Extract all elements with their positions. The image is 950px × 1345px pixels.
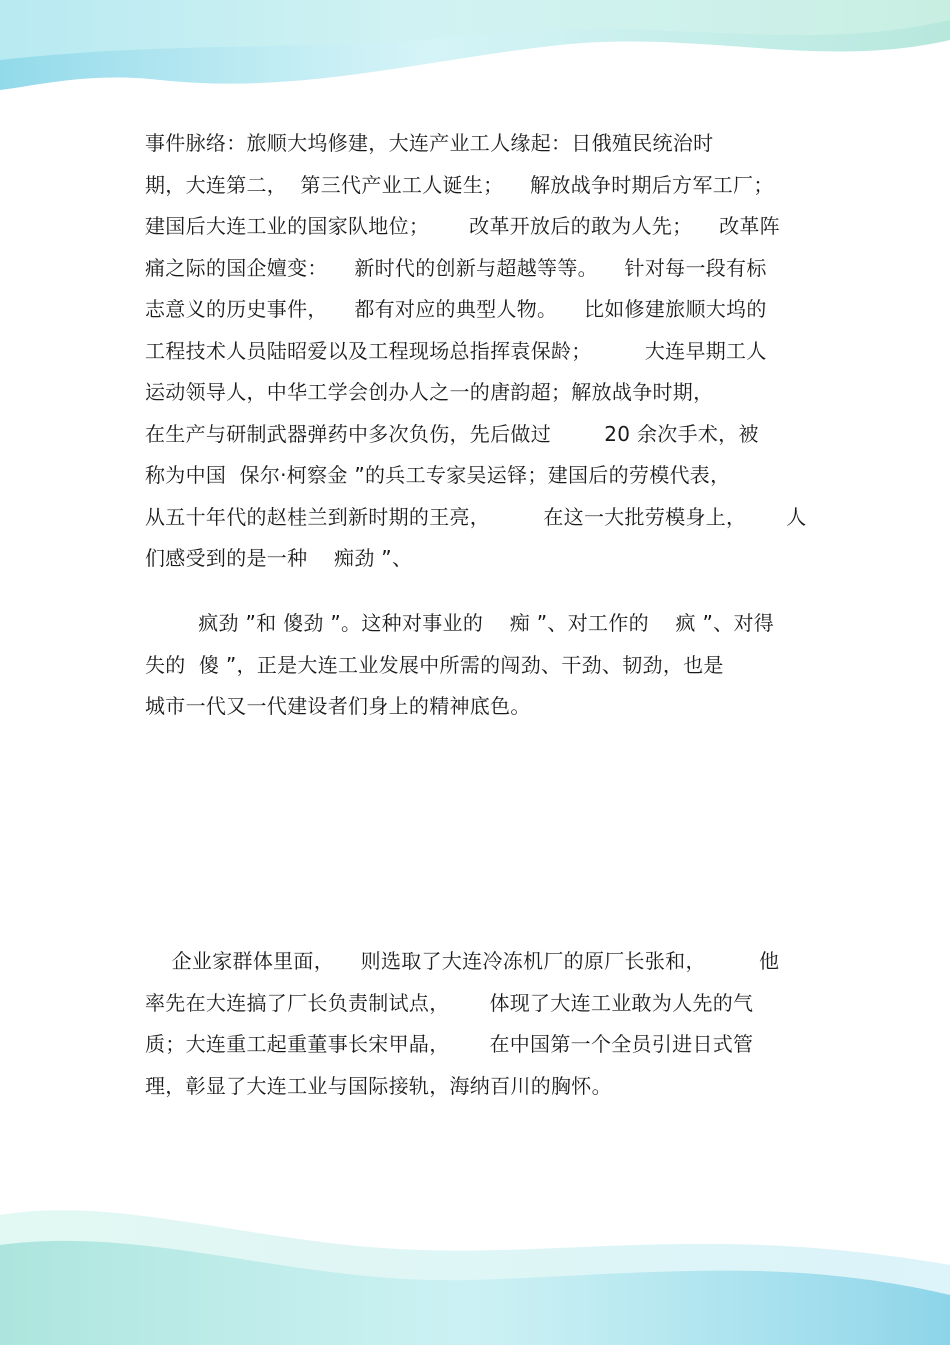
text-line: 痛之际的国企嬗变： 新时代的创新与超越等等。 针对每一段有标 [145,256,767,280]
text-line: 期，大连第二， 第三代产业工人诞生； 解放战争时期后方军工厂； [145,173,774,197]
text-line: 在生产与研制武器弹药中多次负伤，先后做过 20 余次手术，被 [145,422,759,446]
text-line: 失的 傻 ”，正是大连工业发展中所需的闯劲、干劲、韧劲，也是 [145,653,724,677]
text-line: 建国后大连工业的国家队地位； 改革开放后的敢为人先； 改革阵 [145,214,780,238]
text-line: 工程技术人员陆昭爱以及工程现场总指挥袁保龄； 大连早期工人 [145,339,767,363]
text-line: 城市一代又一代建设者们身上的精神底色。 [145,694,531,718]
text-line: 企业家群体里面， 则选取了大连冷冻机厂的原厂长张和， 他 [145,949,780,973]
top-wave-decoration [0,0,950,110]
text-line: 率先在大连搞了厂长负责制试点， 体现了大连工业敢为人先的气 [145,991,754,1015]
text-line: 们感受到的是一种 痴劲 ”、 [145,546,413,570]
text-line: 质；大连重工起重董事长宋甲晶， 在中国第一个全员引进日式管 [145,1032,754,1056]
text-line: 疯劲 ”和 傻劲 ”。这种对事业的 痴 ”、对工作的 疯 ”、对得 [145,611,775,635]
bottom-wave-decoration [0,1175,950,1345]
text-line: 从五十年代的赵桂兰到新时期的王亮， 在这一大批劳模身上， 人 [145,505,807,529]
text-line: 理，彰显了大连工业与国际接轨，海纳百川的胸怀。 [145,1074,612,1098]
text-line: 运动领导人，中华工学会创办人之一的唐韵超；解放战争时期， [145,380,714,404]
text-line: 志意义的历史事件， 都有对应的典型人物。 比如修建旅顺大坞的 [145,297,767,321]
text-line: 称为中国 保尔·柯察金 ”的兵工专家吴运铎；建国后的劳模代表， [145,463,731,487]
text-line: 事件脉络：旅顺大坞修建，大连产业工人缘起：日俄殖民统治时 [145,131,714,155]
